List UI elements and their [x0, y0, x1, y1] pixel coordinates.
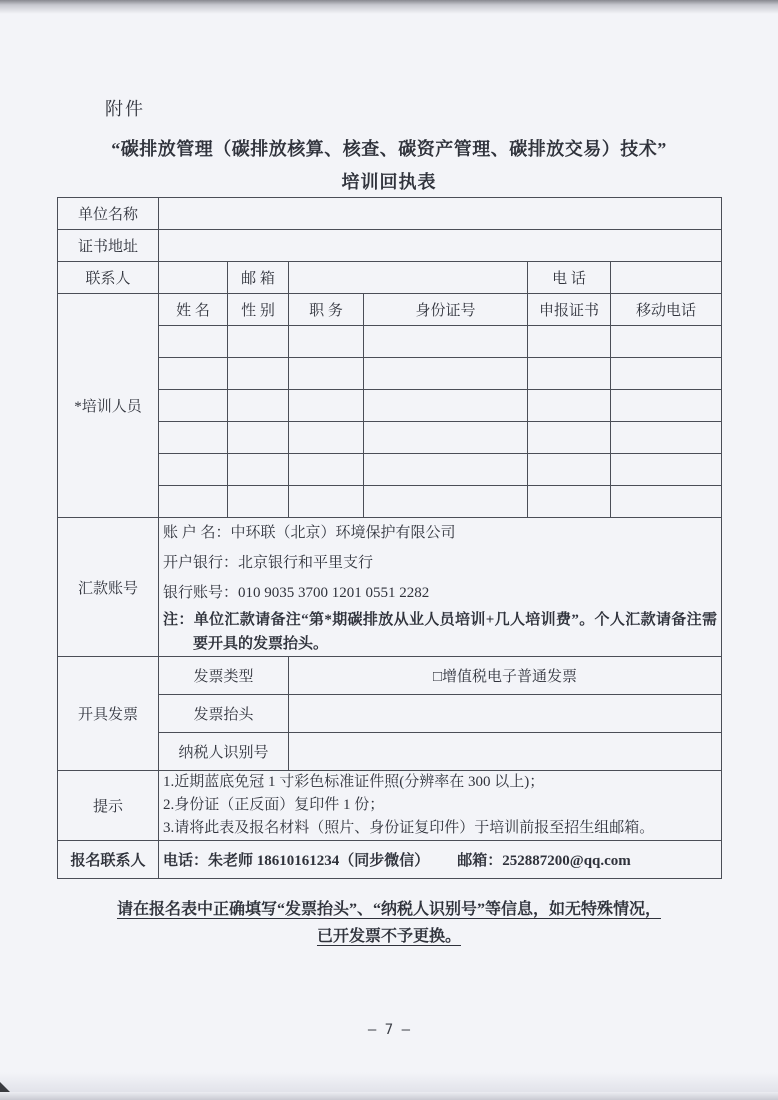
footer-note	[0, 896, 778, 950]
trainee-header-id-number: 身份证号	[364, 294, 528, 326]
scan-edge-bottom	[0, 1092, 778, 1100]
cert-address-label: 证书地址	[58, 230, 159, 262]
scan-band-bottom	[0, 1072, 778, 1092]
trainee-header-mobile: 移动电话	[611, 294, 722, 326]
tip-item: 3.请将此表及报名材料（照片、身份证复印件）于培训前报至招生组邮箱。	[163, 820, 655, 836]
registration-form-table	[57, 197, 722, 879]
invoice-title-value-cell	[289, 695, 722, 733]
invoice-section-label: 开具发票	[58, 657, 159, 771]
unit-name-label: 单位名称	[58, 198, 159, 230]
checkbox-unchecked-icon: □	[432, 669, 443, 685]
registration-contact-row	[58, 841, 722, 879]
trainee-header-gender: 性 别	[228, 294, 289, 326]
document-title-line2: 培训回执表	[341, 172, 437, 192]
trainees-label: *培训人员	[58, 294, 159, 518]
attachment-label: 附件	[105, 99, 145, 119]
document-title-line1: “碳排放管理（碳排放核算、核查、碳资产管理、碳排放交易）技术”	[111, 139, 667, 159]
trainee-header-position: 职 务	[289, 294, 364, 326]
tips-label: 提示	[58, 771, 159, 841]
contact-label: 联系人	[58, 262, 159, 294]
tip-item: 1.近期蓝底免冠 1 寸彩色标准证件照(分辨率在 300 以上)；	[163, 774, 545, 790]
remittance-bank: 开户银行：北京银行和平里支行	[163, 555, 374, 571]
cert-address-value-cell	[159, 230, 722, 262]
tips-row	[58, 771, 722, 841]
footer-note-line2: 已开发票不予更换。	[316, 928, 461, 945]
page-number: — 7 —	[367, 1022, 411, 1038]
unit-name-row	[58, 198, 722, 230]
trainee-header-name: 姓 名	[159, 294, 228, 326]
footer-note-line1: 请在报名表中正确填写“发票抬头”、“纳税人识别号”等信息，如无特殊情况，	[116, 901, 661, 918]
cert-address-row	[58, 230, 722, 262]
remittance-note: 注：单位汇款请备注“第*期碳排放从业人员培训+几人培训费”。个人汇款请备注需要开具的发票抬头。	[163, 612, 717, 652]
remittance-details-cell	[159, 518, 722, 657]
document-title	[0, 135, 778, 194]
registration-contact-label: 报名联系人	[58, 841, 159, 879]
tips-cell	[159, 771, 722, 841]
tax-id-label: 纳税人识别号	[159, 733, 289, 771]
tip-item: 2.身份证（正反面）复印件 1 份；	[163, 797, 385, 813]
remittance-account-name: 账 户 名：中环联（北京）环境保护有限公司	[163, 525, 456, 541]
registration-contact-cell	[159, 841, 722, 879]
contact-row	[58, 262, 722, 294]
remittance-row	[58, 518, 722, 657]
contact-email-value-cell	[289, 262, 528, 294]
contact-phone-label: 电 话	[528, 262, 611, 294]
invoice-type-label: 发票类型	[159, 657, 289, 695]
invoice-type-value-cell	[289, 657, 722, 695]
trainee-header-row	[58, 294, 722, 326]
tax-id-value-cell	[289, 733, 722, 771]
contact-value-cell	[159, 262, 228, 294]
contact-phone-value-cell	[611, 262, 722, 294]
invoice-title-label: 发票抬头	[159, 695, 289, 733]
remittance-account-number: 银行账号：010 9035 3700 1201 0551 2282	[163, 585, 430, 601]
registration-contact-phone: 电话：朱老师 18610161234（同步微信）	[163, 853, 430, 869]
registration-contact-email: 邮箱：252887200@qq.com	[457, 853, 631, 869]
invoice-type-row	[58, 657, 722, 695]
unit-name-value-cell	[159, 198, 722, 230]
scan-edge-top	[0, 0, 778, 14]
remittance-label: 汇款账号	[58, 518, 159, 657]
contact-email-label: 邮 箱	[228, 262, 289, 294]
trainee-header-certificate: 申报证书	[528, 294, 611, 326]
invoice-type-value: 增值税电子普通发票	[442, 669, 578, 685]
